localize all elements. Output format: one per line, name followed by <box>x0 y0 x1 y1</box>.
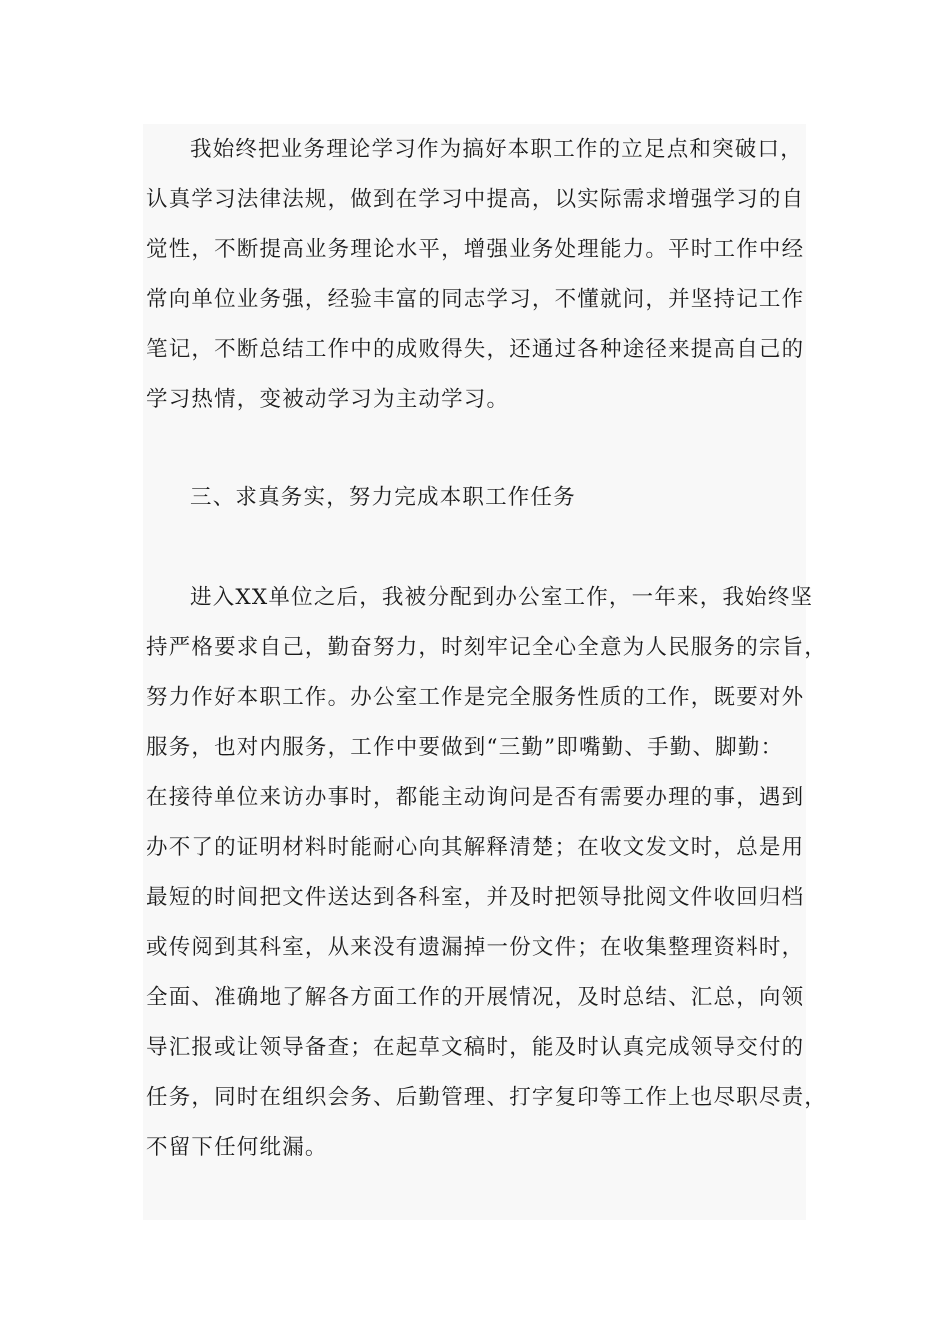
paragraph-line: 办不了的证明材料时能耐心向其解释清楚；在收文发文时，总是用 <box>146 835 805 860</box>
paragraph-line: 在接待单位来访办事时，都能主动询问是否有需要办理的事，遇到 <box>146 785 805 810</box>
paragraph-line: 进入XX单位之后，我被分配到办公室工作，一年来，我始终坚 <box>190 585 814 610</box>
paragraph-line: 认真学习法律法规，做到在学习中提高，以实际需求增强学习的自 <box>146 187 805 212</box>
paragraph-line: 我始终把业务理论学习作为搞好本职工作的立足点和突破口， <box>190 137 803 162</box>
paragraph-line: 常向单位业务强，经验丰富的同志学习，不懂就问，并坚持记工作 <box>146 287 805 312</box>
paragraph-line: 不留下任何纰漏。 <box>146 1135 328 1160</box>
paragraph-line: 笔记，不断总结工作中的成败得失，还通过各种途径来提高自己的 <box>146 337 805 362</box>
paragraph-line: 学习热情，变被动学习为主动学习。 <box>146 387 510 412</box>
paragraph-line: 服务，也对内服务，工作中要做到“三勤”即嘴勤、手勤、脚勤： <box>146 735 784 760</box>
paragraph-line: 或传阅到其科室，从来没有遗漏掉一份文件；在收集整理资料时， <box>146 935 805 960</box>
paragraph-line: 全面、准确地了解各方面工作的开展情况，及时总结、汇总，向领 <box>146 985 805 1010</box>
paragraph-line: 持严格要求自己，勤奋努力，时刻牢记全心全意为人民服务的宗旨， <box>146 635 828 660</box>
paragraph-line: 努力作好本职工作。办公室工作是完全服务性质的工作，既要对外 <box>146 685 805 710</box>
paragraph-line: 最短的时间把文件送达到各科室，并及时把领导批阅文件收回归档 <box>146 885 805 910</box>
paragraph-line: 觉性，不断提高业务理论水平，增强业务处理能力。平时工作中经 <box>146 237 805 262</box>
section-heading: 三、求真务实，努力完成本职工作任务 <box>190 485 576 510</box>
paragraph-line: 导汇报或让领导备查；在起草文稿时，能及时认真完成领导交付的 <box>146 1035 805 1060</box>
paragraph-line: 任务，同时在组织会务、后勤管理、打字复印等工作上也尽职尽责， <box>146 1085 828 1110</box>
